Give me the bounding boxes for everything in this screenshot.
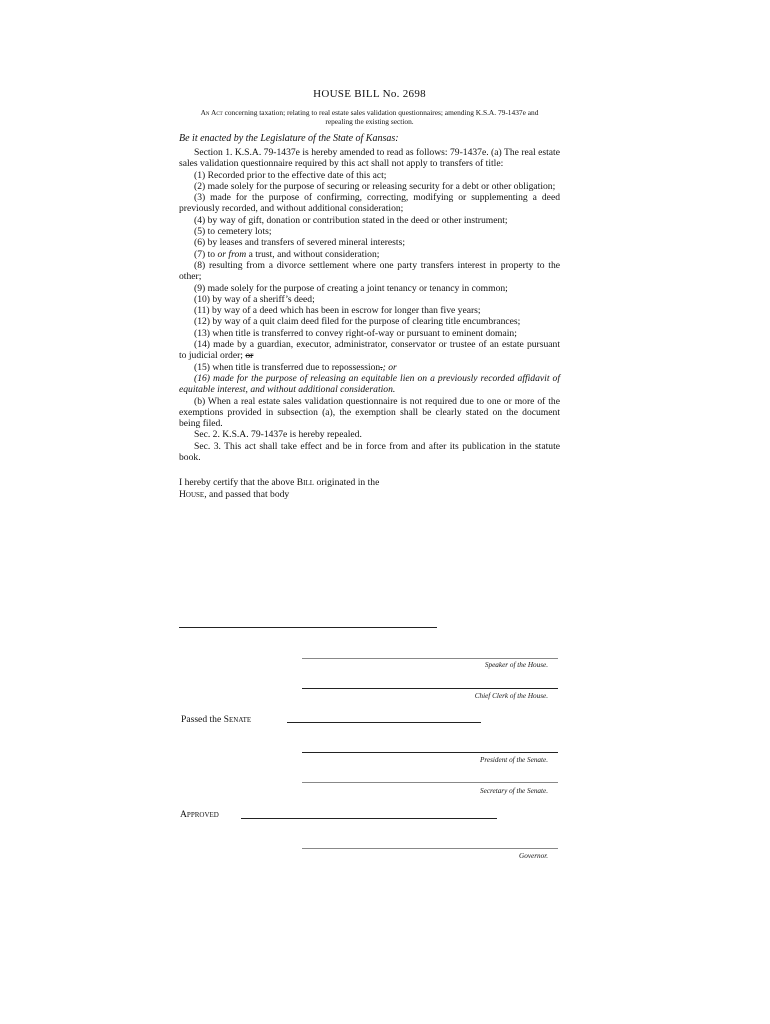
bill-title: HOUSE BILL No. 2698	[313, 88, 426, 100]
item7-post: a trust, and without consideration;	[248, 248, 380, 260]
list-item: (1) Recorded prior to the effective date of this act;	[194, 169, 387, 181]
item14-text: (14) made by a guardian, executor, administrator, conservator or trustee of an estate pursuant to judicial order;	[179, 339, 560, 362]
item7-italic: or from	[217, 248, 247, 260]
list-item: (3) made for the purpose of confirming, correcting, modifying or supplementing a deed previously recorded, and without additional consideration;	[179, 192, 560, 215]
speaker-label: Speaker of the House.	[484, 661, 548, 669]
senate-word: Senate	[223, 714, 252, 725]
list-item: (2) made solely for the purpose of securing or releasing security for a debt or other obligation;	[194, 180, 556, 192]
section-1-intro: Section 1. K.S.A. 79-1437e is hereby amended to read as follows: 79-1437e. (a) The real estate sales validation questionnaire required by this act shall not apply to transfers of title:	[179, 147, 560, 170]
certification	[179, 477, 469, 501]
list-item: (11) by way of a deed which has been in escrow for longer than five years;	[194, 305, 481, 317]
item15-text: (15) when title is transferred due to repossession	[194, 361, 381, 373]
act-text: concerning taxation; relating to real estate sales validation questionnaires; amending K.S.A. 79-1437e and repealing the existing section.	[224, 108, 539, 126]
list-item: (4) by way of gift, donation or contribution stated in the deed or other instrument;	[194, 214, 508, 226]
list-item: (10) by way of a sheriff’s deed;	[194, 293, 315, 305]
list-item	[179, 362, 560, 373]
certify-signature-line	[179, 627, 437, 628]
approved-label: Approved	[180, 809, 219, 820]
act-prefix: An Act	[200, 108, 223, 117]
secretary-signature-line	[302, 782, 558, 783]
list-item: (16) made for the purpose of releasing an equitable lien on a previously recorded affidavit of equitable interest, and without additional consideration.	[179, 372, 560, 396]
list-item: (13) when title is transferred to convey right-of-way or pursuant to eminent domain;	[194, 327, 517, 339]
section-2: Sec. 2. K.S.A. 79-1437e is hereby repealed.	[194, 429, 362, 441]
president-label: President of the Senate.	[480, 756, 548, 764]
cert-text-1: I hereby certify that the above	[179, 477, 295, 489]
section-3: Sec. 3. This act shall take effect and be in force from and after its publication in the statute book.	[179, 440, 560, 464]
chief-clerk-signature-line	[302, 688, 558, 689]
list-item: (9) made solely for the purpose of creating a joint tenancy or tenancy in common;	[194, 282, 508, 294]
act-description	[187, 108, 552, 126]
list-item	[179, 249, 560, 260]
enacting-clause: Be it enacted by the Legislature of the State of Kansas:	[179, 133, 399, 144]
bill-page	[179, 82, 560, 501]
chief-clerk-label: Chief Clerk of the House.	[474, 692, 548, 700]
list-item: (8) resulting from a divorce settlement where one party transfers interest in property to the other;	[179, 259, 560, 283]
cert-house: House	[179, 489, 205, 501]
president-signature-line	[302, 752, 558, 753]
governor-signature-line	[302, 848, 558, 849]
item15-struck: .	[380, 361, 383, 373]
cert-text-2: originated in the	[316, 477, 380, 489]
paragraph-b: (b) When a real estate sales validation questionnaire is not required due to one or more of the exemptions provided in subsection (a), the exemption shall be clearly stated on the document being filed.	[179, 395, 560, 430]
passed-senate-label	[181, 714, 251, 725]
item14-struck: or	[245, 350, 254, 362]
cert-bill: Bill	[296, 477, 315, 489]
secretary-label: Secretary of the Senate.	[480, 787, 548, 795]
passed-senate-line	[287, 722, 481, 723]
list-item: (12) by way of a quit claim deed filed for the purpose of clearing title encumbrances;	[194, 316, 521, 328]
approved-line	[241, 818, 497, 819]
list-item: (6) by leases and transfers of severed mineral interests;	[194, 237, 405, 249]
speaker-signature-line	[302, 658, 558, 659]
list-item: (5) to cemetery lots;	[194, 226, 272, 238]
cert-text-3: , and passed that body	[204, 489, 290, 501]
item7-pre: (7) to	[194, 248, 216, 260]
item15-italic: ; or	[382, 361, 397, 373]
bill-body	[179, 147, 560, 463]
passed-text: Passed the	[181, 714, 222, 725]
governor-label: Governor.	[519, 852, 548, 860]
list-item	[179, 339, 560, 362]
